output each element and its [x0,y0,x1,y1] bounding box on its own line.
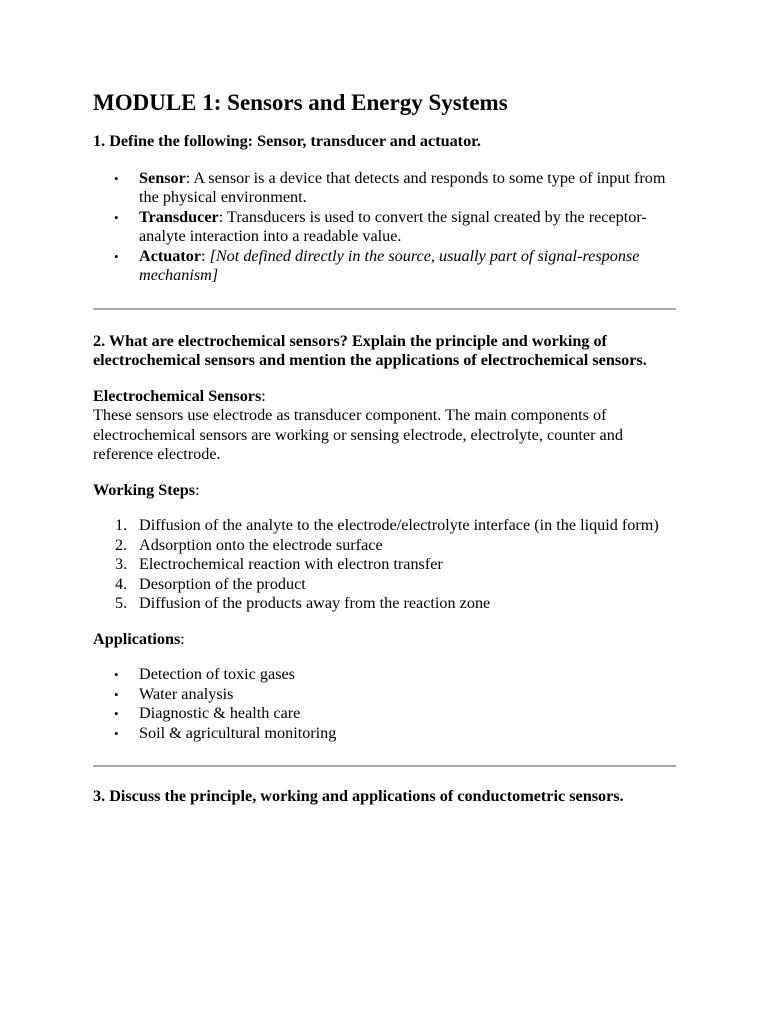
application-item: • Diagnostic & health care [93,704,683,724]
step-text: Electrochemical reaction with electron transfer [139,555,443,573]
working-steps-heading [93,481,683,501]
step-item [93,536,683,556]
working-steps-list [93,516,683,614]
definition-item-transducer [93,208,683,247]
electrochemical-heading-text: Electrochemical Sensors [93,386,262,405]
definition-actuator-colon: : [201,246,210,265]
step-text: Adsorption onto the electrode surface [139,535,383,554]
definition-sensor: : A sensor is a device that detects and responds to some type of input from the physical environment. [139,168,666,206]
question-1: 1. Define the following: Sensor, transducer and actuator. [93,132,481,150]
applications-heading [93,630,683,650]
electrochemical-description: These sensors use electrode as transducer component. The main components of electrochemical sensors are working or sensing electrode, electrolyte, counter and reference electrode. [93,406,623,463]
document-page [93,88,683,807]
application-item: • Detection of toxic gases [93,665,683,685]
step-text: Desorption of the product [139,574,306,593]
term-sensor: Sensor [139,168,186,187]
module-title: MODULE 1: Sensors and Energy Systems [93,90,508,115]
applications-list [93,665,683,743]
step-number: 2. [115,535,128,554]
definitions-list [93,169,683,286]
application-item: • Water analysis [93,685,683,705]
applications-colon: : [180,629,185,648]
term-actuator: Actuator [139,246,202,265]
step-number: 3. [115,555,128,573]
term-transducer: Transducer [139,207,219,226]
step-text: Diffusion of the analyte to the electrode/electrolyte interface (in the liquid form) [139,516,659,534]
working-steps-colon: : [195,480,200,499]
working-steps-label: Working Steps [93,480,196,499]
step-item [93,594,683,614]
definition-actuator: [Not defined directly in the source, usually part of signal-response mechanism] [139,246,640,284]
heading-colon: : [261,386,266,405]
step-item [93,575,683,595]
step-number: 1. [115,516,128,534]
electrochemical-heading [93,387,683,407]
question-2: 2. What are electrochemical sensors? Explain the principle and working of electrochemical sensors and mention the applications of electrochemical sensors. [93,331,647,369]
step-text: Diffusion of the products away from the reaction zone [139,594,491,612]
definition-transducer: : Transducers is used to convert the signal created by the receptor-analyte interaction into a readable value. [139,207,647,245]
step-number: 5. [115,594,128,612]
application-item: • Soil & agricultural monitoring [93,724,683,744]
definition-item-actuator [93,247,683,286]
step-number: 4. [115,574,128,593]
definition-item-sensor [93,169,683,208]
step-item [93,516,683,536]
applications-label: Applications [93,629,181,648]
section-divider [93,765,676,767]
section-divider [93,308,676,310]
step-item [93,555,683,575]
question-3: 3. Discuss the principle, working and applications of conductometric sensors. [93,787,624,805]
